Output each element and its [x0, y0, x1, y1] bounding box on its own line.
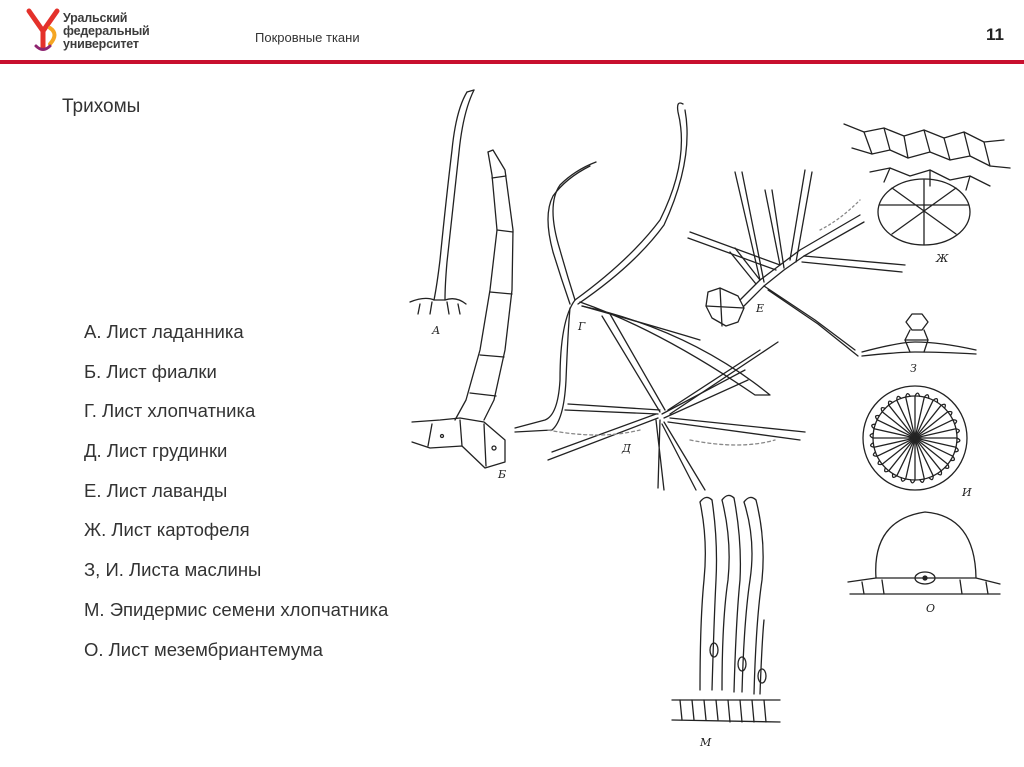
label-zh: Ж: [936, 252, 949, 265]
legend-item-b: Б. Лист фиалки: [84, 360, 217, 382]
legend-item-o: О. Лист мезембриантемума: [84, 638, 323, 660]
legend-item-m: М. Эпидермис семени хлопчатника: [84, 598, 389, 620]
label-m: М: [700, 736, 712, 749]
label-i: И: [962, 486, 972, 499]
logo-line-3: университет: [63, 37, 139, 51]
label-g: Г: [578, 320, 586, 333]
label-a: А: [432, 324, 441, 337]
label-o: О: [926, 602, 936, 615]
scale-ray: [918, 412, 952, 436]
trichome-z-drawing: [862, 314, 976, 356]
scale-ray: [919, 420, 957, 437]
trichome-i-drawing: [863, 386, 967, 490]
page-number: 11: [986, 25, 1004, 44]
legend-item-a: А. Лист ладанника: [84, 321, 244, 342]
trichome-a-drawing: [410, 90, 474, 314]
trichome-o-drawing: [848, 512, 1000, 594]
trichome-zh-drawing: [844, 124, 1010, 245]
legend-item-zh: Ж. Лист картофеля: [84, 519, 250, 541]
trichome-m-drawing: [672, 495, 780, 722]
legend-item-d: Д. Лист грудинки: [84, 440, 228, 462]
scale-ray: [878, 441, 912, 465]
trichome-e-drawing: [688, 170, 905, 356]
scale-ray: [889, 401, 913, 435]
logo-line-1: Уральский: [63, 11, 128, 25]
label-d: Д: [622, 442, 631, 455]
label-z: З: [910, 362, 917, 375]
scale-ray: [917, 442, 934, 480]
legend-item-z-i: З, И. Листа маслины: [84, 559, 262, 581]
slide-heading: Трихомы: [62, 96, 141, 117]
legend-item-e: Е. Лист лаванды: [84, 479, 228, 501]
header-title: Покровные ткани: [255, 30, 360, 45]
scale-ray: [873, 440, 911, 457]
label-e: Е: [756, 302, 765, 315]
trichome-b-drawing: [412, 150, 513, 468]
scale-ray: [897, 396, 914, 434]
scale-center: [912, 435, 918, 441]
logo-line-2: федеральный: [63, 24, 150, 38]
legend-item-g: Г. Лист хлопчатника: [84, 400, 256, 422]
trichome-d-drawing: [548, 314, 805, 490]
scale-ray: [918, 441, 942, 475]
label-b: Б: [498, 468, 507, 481]
trichome-legend: [84, 319, 388, 676]
